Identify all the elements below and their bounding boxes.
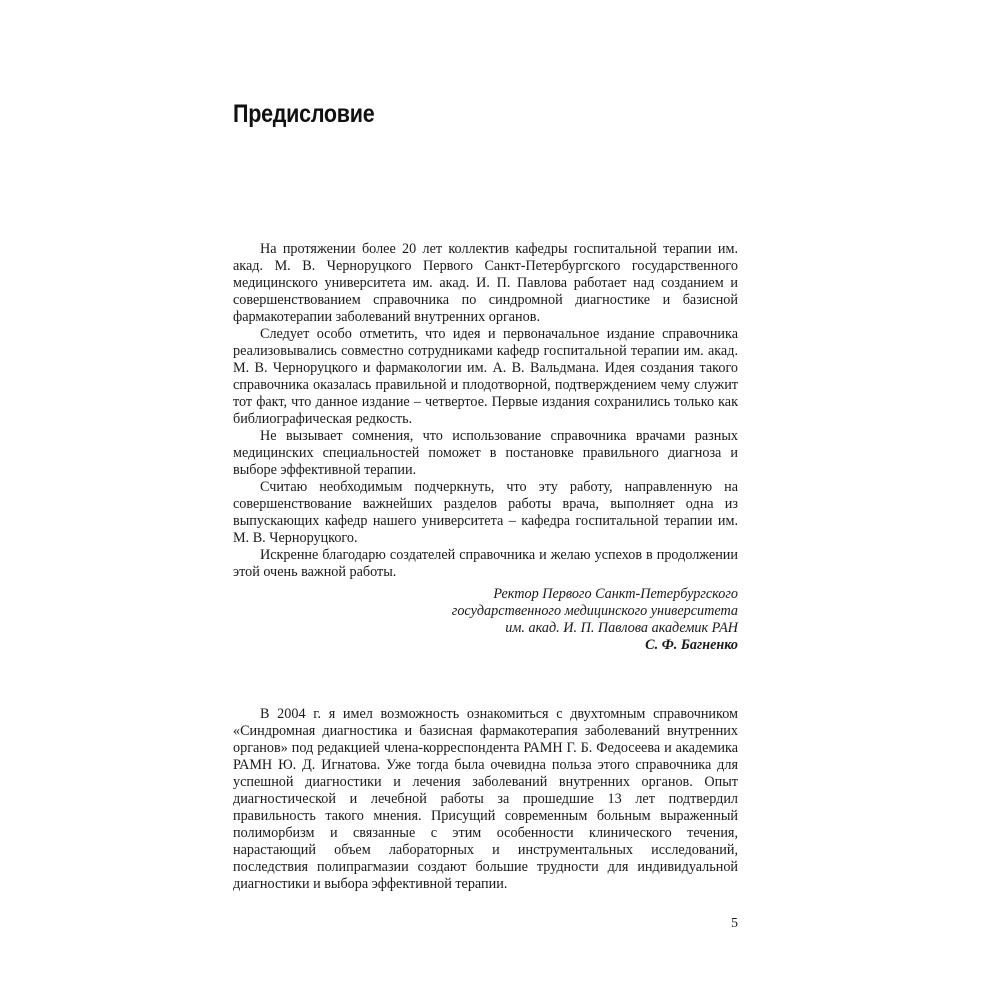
- paragraph: Не вызывает сомнения, что использование справочника врачами разных медицинских специальностей поможет в постановке правильного диагноза и выборе эффективной терапии.: [233, 428, 738, 478]
- signature-name: С. Ф. Багненко: [645, 637, 738, 653]
- paragraph: В 2004 г. я имел возможность ознакомиться с двухтомным справочником «Синдромная диагностика и базисная фармакотерапия заболеваний внутренних органов» под редакцией члена-корреспондента РАМН Г. Б. Федосеева и академика РАМН Ю. Д. Игнатова. Уже тогда была очевидна польза этого справочника для успешной диагностики и лечения заболеваний внутренних органов. Опыт диагностической и лечебной работы за прошедшие 13 лет подтвердил правильность такого мнения. Присущий современным больным выраженный полиморбизм и связанные с этим особенности клинического течения, нарастающий объем лабораторных и инструментальных исследований, последствия полипрагмазии создают большие трудности для индивидуальной диагностики и выбора эффективной терапии.: [233, 706, 738, 892]
- signature-title-line: Ректор Первого Санкт-Петербургского: [493, 586, 738, 602]
- signature-title-line: государственного медицинского университета: [451, 603, 738, 619]
- signature-block: [380, 586, 738, 654]
- preface-text-section-1: [233, 241, 738, 581]
- paragraph: Считаю необходимым подчеркнуть, что эту работу, направленную на совершенствование важнейших разделов работы врача, выполняет одна из выпускающих кафедр нашего университета – кафедра госпитальной терапии им. М. В. Черноруцкого.: [233, 479, 738, 546]
- page-title: Предисловие: [233, 100, 375, 128]
- preface-text-section-2: [233, 706, 738, 893]
- paragraph: Следует особо отметить, что идея и первоначальное издание справочника реализовывались совместно сотрудниками кафедр госпитальной терапии им. акад. М. В. Черноруцкого и фармакологии им. А. В. Вальдмана. Идея создания такого справочника оказалась правильной и плодотворной, подтверждением чему служит тот факт, что данное издание – четвертое. Первые издания сохранились только как библиографическая редкость.: [233, 326, 738, 427]
- paragraph: Искренне благодарю создателей справочника и желаю успехов в продолжении этой очень важной работы.: [233, 547, 738, 580]
- paragraph: На протяжении более 20 лет коллектив кафедры госпитальной терапии им. акад. М. В. Черноруцкого Первого Санкт-Петербургского государственного медицинского университета им. акад. И. П. Павлова работает над созданием и совершенствованием справочника по синдромной диагностике и базисной фармакотерапии заболеваний внутренних органов.: [233, 241, 738, 325]
- signature-title-line: им. акад. И. П. Павлова академик РАН: [505, 620, 738, 636]
- page-number: 5: [731, 916, 738, 931]
